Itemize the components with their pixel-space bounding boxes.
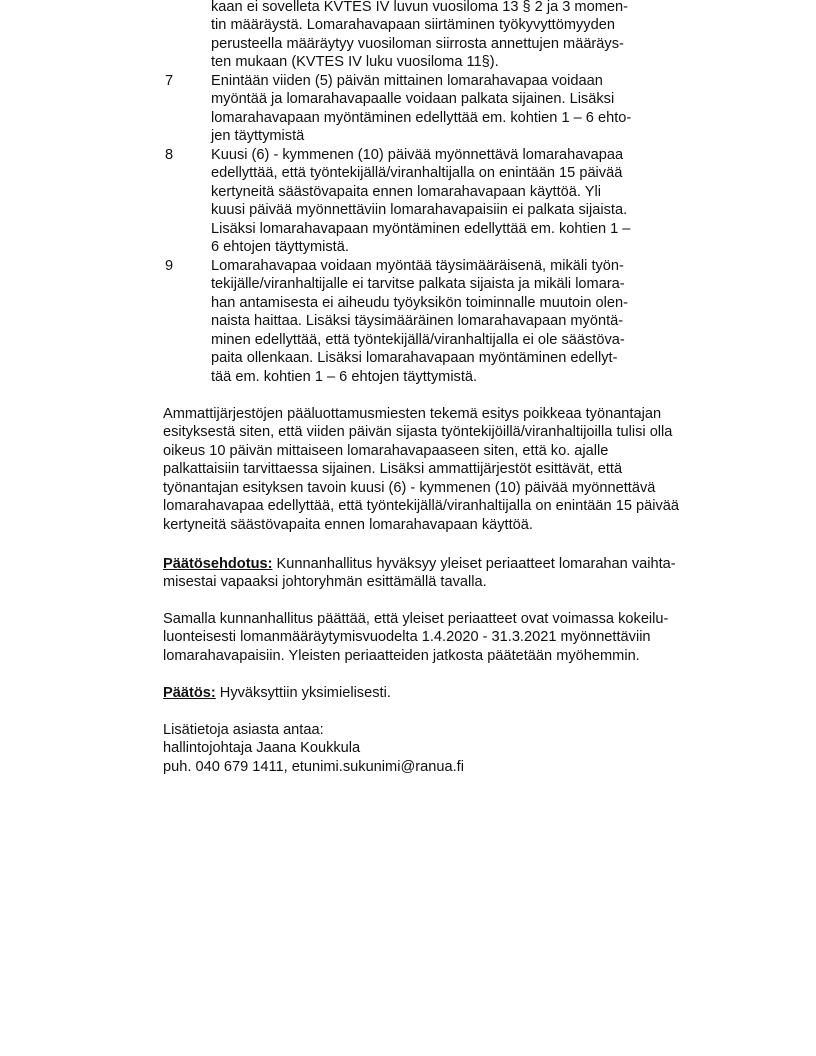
text-line: 6 ehtojen täyttymistä. xyxy=(211,239,349,255)
text-line: paita ollenkaan. Lisäksi lomarahavapaan myöntäminen edellyt- xyxy=(211,350,618,366)
text-line: työnantajan esityksen tavoin kuusi (6) - kymmenen (10) päivää myönnettävä xyxy=(163,480,656,496)
text-line: palkattaisiin tarvittaessa sijainen. Lisäksi ammattijärjestöt esittävät, että xyxy=(163,461,623,477)
text-line: misestai vapaaksi johtoryhmän esittämällä tavalla. xyxy=(163,574,487,590)
text-line: Kuusi (6) - kymmenen (10) päivää myönnettävä lomarahavapaa xyxy=(211,147,624,163)
text-line: tekijälle/viranhaltijalle ei tarvitse palkata sijaista ja mikäli lomara- xyxy=(211,276,625,292)
decision-label: Päätös: xyxy=(163,685,216,701)
text-line: kertyneitä säästövapaita ennen lomarahavapaan käyttöä. xyxy=(163,517,533,533)
text-line: ten mukaan (KVTES IV luku vuosiloma 11§). xyxy=(211,54,499,70)
list-item-number: 7 xyxy=(165,73,174,89)
text-line: kuusi päivää myönnettäviin lomarahavapaisiin ei palkata sijaista. xyxy=(211,202,628,218)
proposal-label: Päätösehdotus: xyxy=(163,556,273,572)
text-line: Lomarahavapaa voidaan myöntää täysimääräisenä, mikäli työn- xyxy=(211,258,624,274)
text-line xyxy=(163,684,391,702)
text-line: kaan ei sovelleta KVTES IV luvun vuosiloma 13 § 2 ja 3 momen- xyxy=(211,0,628,15)
text-line: edellyttää, että työntekijällä/viranhaltijalla on enintään 15 päivää xyxy=(211,165,623,181)
text-line: myöntää ja lomarahavapaalle voidaan palkata sijainen. Lisäksi xyxy=(211,91,615,107)
text-line: Ammattijärjestöjen pääluottamusmiesten tekemä esitys poikkeaa työnantajan xyxy=(163,406,662,422)
text-line: han antamisesta ei aiheudu työyksikön toiminnalle muutoin olen- xyxy=(211,295,628,311)
text-line: esityksestä siten, että viiden päivän sijasta työntekijöillä/viranhaltijoilla tulisi olla xyxy=(163,424,673,440)
text-line: kertyneitä säästövapaita ennen lomarahavapaan käyttöä. Yli xyxy=(211,184,601,200)
list-item-number: 9 xyxy=(165,258,174,274)
text-line: tää em. kohtien 1 – 6 ehtojen täyttymistä. xyxy=(211,369,478,385)
decision-text: Hyväksyttiin yksimielisesti. xyxy=(215,685,391,701)
text-line: minen edellyttää, että työntekijällä/viranhaltijalla ei ole säästöva- xyxy=(211,332,625,348)
text-line: perusteella määräytyy vuosiloman siirrosta annettujen määräys- xyxy=(211,36,624,52)
proposal-text: Kunnanhallitus hyväksyy yleiset periaatteet lomarahan vaihta- xyxy=(272,556,676,572)
text-line: Enintään viiden (5) päivän mittainen lomarahavapaa voidaan xyxy=(211,73,603,89)
text-line: Lisätietoja asiasta antaa: xyxy=(163,722,324,738)
text-line: Lisäksi lomarahavapaan myöntäminen edellyttää em. kohtien 1 – xyxy=(211,221,631,237)
text-line: oikeus 10 päivän mittaiseen lomarahavapaaseen siten, että ko. ajalle xyxy=(163,443,609,459)
text-line: naista haittaa. Lisäksi täysimääräinen lomarahavapaan myöntä- xyxy=(211,313,624,329)
text-line: jen täyttymistä xyxy=(211,128,305,144)
text-line: lomarahavapaa edellyttää, että työntekijällä/viranhaltijalla on enintään 15 päivää xyxy=(163,498,679,514)
list-item-number: 8 xyxy=(165,147,174,163)
contact-phone-email: puh. 040 679 1411, etunimi.sukunimi@ranua.fi xyxy=(163,759,464,775)
text-line: tin määräystä. Lomarahavapaan siirtäminen työkyvyttömyyden xyxy=(211,17,615,33)
text-line: lomarahavapaisiin. Yleisten periaatteiden jatkosta päätetään myöhemmin. xyxy=(163,648,640,664)
text-line: luonteisesti lomanmääräytymisvuodelta 1.4.2020 - 31.3.2021 myönnettäviin xyxy=(163,629,651,645)
contact-name: hallintojohtaja Jaana Koukkula xyxy=(163,740,361,756)
text-line: Samalla kunnanhallitus päättää, että yleiset periaatteet ovat voimassa kokeilu- xyxy=(163,611,669,627)
text-line: lomarahavapaan myöntäminen edellyttää em. kohtien 1 – 6 ehto- xyxy=(211,110,632,126)
text-line xyxy=(163,555,676,573)
